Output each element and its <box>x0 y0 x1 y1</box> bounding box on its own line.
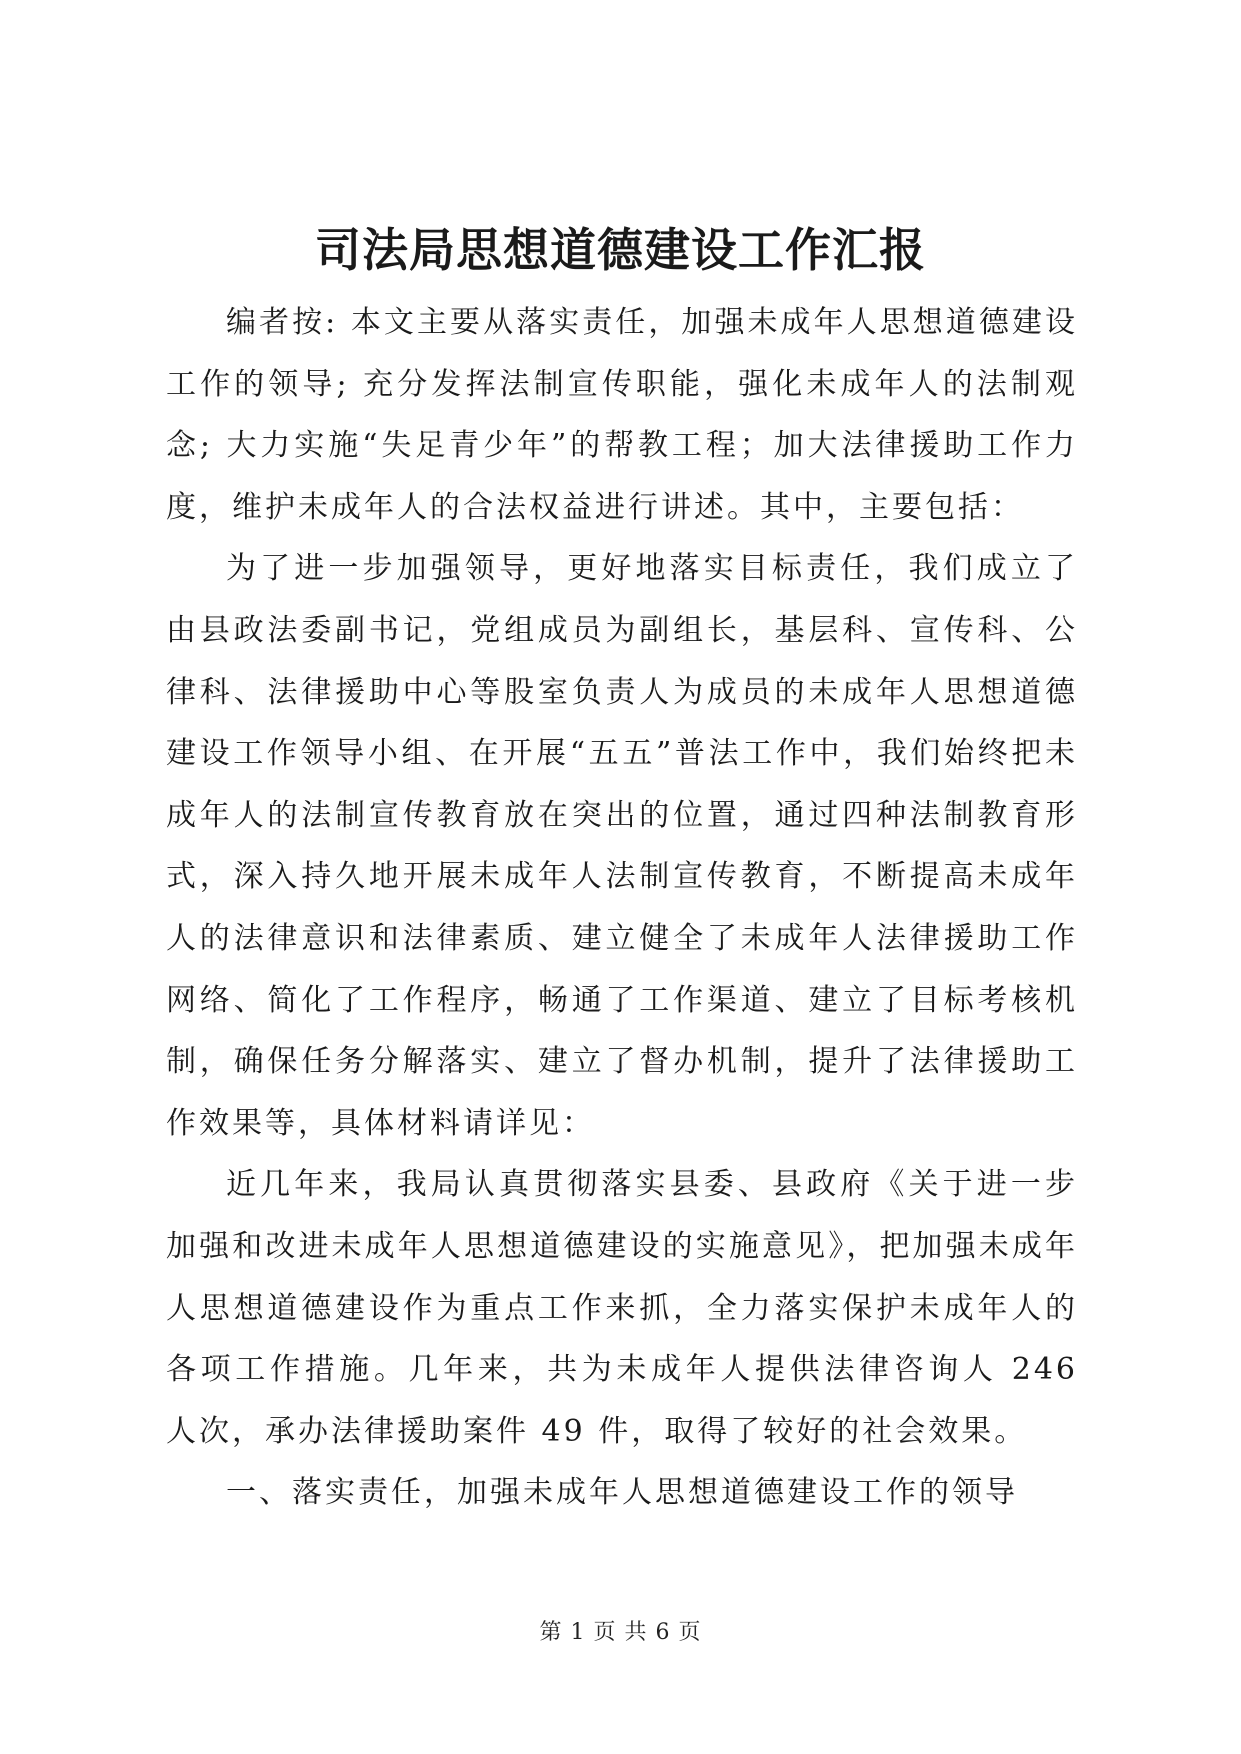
body-paragraph: 近几年来，我局认真贯彻落实县委、县政府《关于进一步加强和改进未成年人思想道德建设的实施意见》，把加强未成年人思想道德建设作为重点工作来抓，全力落实保护未成年人的各项工作措施。几年来，共为未成年人提供法律咨询人 246 人次，承办法律援助案件 49 件，取得了较好的社会效果。 <box>166 1167 1078 1449</box>
document-title: 司法局思想道德建设工作汇报 <box>315 223 926 277</box>
document-body <box>166 292 1078 1524</box>
body-paragraph: 为了进一步加强领导，更好地落实目标责任，我们成立了由县政法委副书记，党组成员为副组长，基层科、宣传科、公律科、法律援助中心等股室负责人为成员的未成年人思想道德建设工作领导小组、在开展“五五”普法工作中，我们始终把未成年人的法制宣传教育放在突出的位置，通过四种法制教育形式，深入持久地开展未成年人法制宣传教育，不断提高未成年人的法律意识和法律素质、建立健全了未成年人法律援助工作网络、简化了工作程序，畅通了工作渠道、建立了目标考核机制，确保任务分解落实、建立了督办机制，提升了法律援助工作效果等，具体材料请详见： <box>166 551 1078 1141</box>
section-heading: 一、落实责任，加强未成年人思想道德建设工作的领导 <box>226 1475 1018 1511</box>
page-indicator: 第 1 页 共 6 页 <box>539 1620 702 1645</box>
editor-note-paragraph: 编者按: 本文主要从落实责任，加强未成年人思想道德建设工作的领导; 充分发挥法制宣传职能，强化未成年人的法制观念; 大力实施“失足青少年”的帮教工程；加大法律援助工作力度，维护未成年人的合法权益进行讲述。其中，主要包括： <box>166 305 1078 525</box>
